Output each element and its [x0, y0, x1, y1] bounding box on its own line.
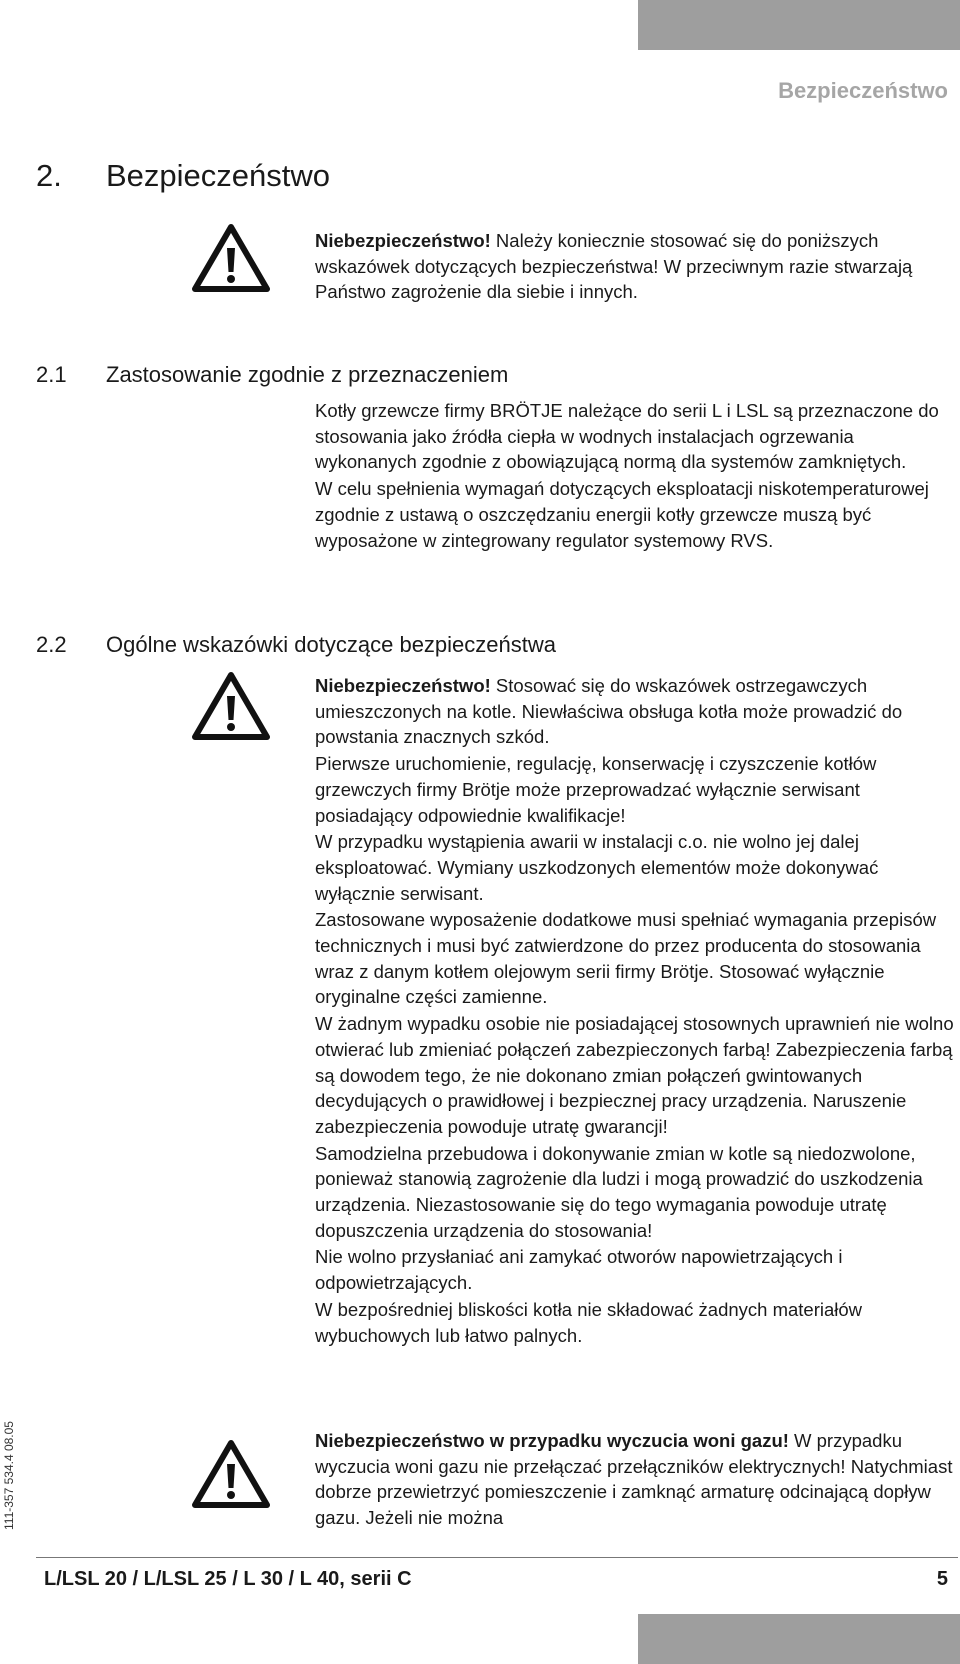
paragraph: Zastosowane wyposażenie dodatkowe musi spełniać wymagania przepisów technicznych i musi być zatwierdzone do przez producenta do stosowania wraz z danym kotłem olejowym serii firmy Brötje. Stosować wyłącznie oryginalne części zamienne. [315, 909, 937, 1008]
gas-warning-body: W przypadku wyczucia woni gazu nie przełączać przełączników elektrycznych! Natychmiast dobrze przewietrzyć pomieszczenie i zamknąć armaturę odcinającą dopływ gazu. Jeżeli nie można [315, 1430, 953, 1529]
section-2-1-title [36, 362, 508, 388]
running-header-title: Bezpieczeństwo [778, 78, 948, 103]
header-decor-bar [638, 0, 960, 50]
section-2-1-body [315, 398, 955, 554]
section-2-2-number: 2.2 [36, 632, 67, 657]
paragraph: Kotły grzewcze firmy BRÖTJE należące do serii L i LSL są przeznaczone do stosowania jako źródła ciepła w wodnych instalacjach ogrzewania wykonanych zgodnie z obowiązującą normą dla systemów zamkniętych. [315, 400, 939, 473]
section-2-2-body [315, 673, 955, 1349]
paragraph: Samodzielna przebudowa i dokonywanie zmian w kotle są niedozwolone, ponieważ stanowią zagrożenie dla ludzi i mogą prowadzić do uszkodzenia urządzenia. Niezastosowanie się do tego wymagania powoduje utratę dopuszczenia urządzenia do stosowania! [315, 1142, 923, 1241]
section-2-2-title-text: Ogólne wskazówki dotyczące bezpieczeństwa [106, 632, 557, 657]
intro-warning-body: Należy koniecznie stosować się do poniższych wskazówek dotyczących bezpieczeństwa! W przeciwnym razie stwarzają Państwo zagrożenie dla siebie i innych. [315, 230, 913, 303]
gas-warning-text [315, 1428, 955, 1532]
section-2-2-first-text: Stosować się do wskazówek ostrzegawczych umieszczonych na kotle. Niewłaściwa obsługa kotła może prowadzić do powstania znacznych szkód. [315, 675, 903, 748]
paragraph: W bezpośredniej bliskości kotła nie składować żadnych materiałów wybuchowych lub łatwo palnych. [315, 1298, 863, 1346]
paragraph: W żadnym wypadku osobie nie posiadającej stosownych uprawnień nie wolno otwierać lub zmieniać połączeń zabezpieczonych farbą! Zabezpieczenia farbą są dowodem tego, że nie dokonano zmian połączeń gwintowanych decydujących o prawidłowej i bezpiecznej pracy urządzenia. Naruszenie zabezpieczenia powoduje utratę gwarancji! [315, 1013, 954, 1137]
paragraph: W celu spełnienia wymagań dotyczących eksploatacji niskotemperaturowej zgodnie z ustawą o oszczędzaniu energii kotły grzewcze muszą być wyposażone w zintegrowany regulator systemowy RVS. [315, 478, 929, 551]
page-number: 5 [936, 1568, 948, 1590]
warning-triangle-icon [190, 670, 272, 742]
chapter-number: 2. [36, 158, 62, 193]
footer-divider [36, 1557, 958, 1558]
footer-decor-bar [638, 1614, 960, 1664]
paragraph: Nie wolno przysłaniać ani zamykać otworów napowietrzających i odpowietrzających. [315, 1246, 843, 1294]
intro-warning-lead: Niebezpieczeństwo! [315, 230, 491, 251]
section-2-1-number: 2.1 [36, 362, 67, 387]
warning-triangle-icon [190, 1438, 272, 1510]
chapter-title-text: Bezpieczeństwo [106, 158, 331, 193]
paragraph: W przypadku wystąpienia awarii w instalacji c.o. nie wolno jej dalej eksploatować. Wymiany uszkodzonych elementów może dokonywać wyłącznie serwisant. [315, 831, 879, 904]
gas-warning-lead: Niebezpieczeństwo w przypadku wyczucia woni gazu! [315, 1430, 789, 1451]
chapter-title [36, 158, 330, 194]
section-2-2-lead: Niebezpieczeństwo! [315, 675, 491, 696]
section-2-2-title [36, 632, 556, 658]
paragraph: Pierwsze uruchomienie, regulację, konserwację i czyszczenie kotłów grzewczych firmy Brötje może przeprowadzać wyłącznie serwisant posiadający odpowiednie kwalifikacje! [315, 753, 877, 826]
section-2-1-title-text: Zastosowanie zgodnie z przeznaczeniem [106, 362, 509, 387]
document-code: 111-357 534.4 08.05 [2, 1421, 16, 1530]
footer-model: L/LSL 20 / L/LSL 25 / L 30 / L 40, serii C [44, 1568, 412, 1590]
intro-warning-text [315, 228, 955, 306]
warning-triangle-icon [190, 222, 272, 294]
